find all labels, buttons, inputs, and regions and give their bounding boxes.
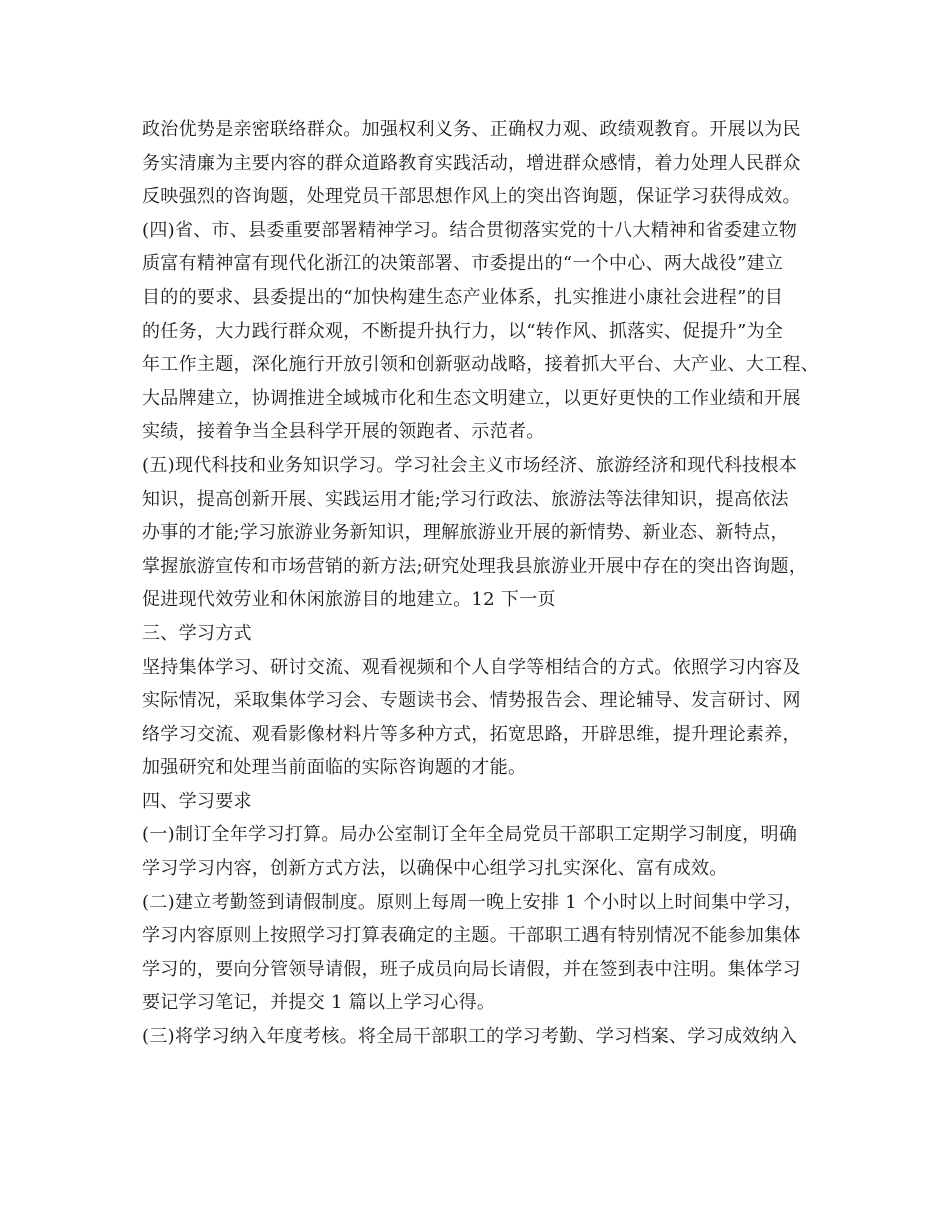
text-line: 坚持集体学习、研讨交流、观看视频和个人自学等相结合的方式。依照学习内容及 bbox=[142, 656, 801, 678]
text-line: 质富有精神富有现代化浙江的决策部署、市委提出的“一个中心、两大战役”建立 bbox=[142, 253, 784, 275]
text-line: 办事的才能;学习旅游业务新知识，理解旅游业开展的新情势、新业态、新特点， bbox=[142, 522, 789, 544]
text-line: 学习学习内容，创新方式方法，以确保中心组学习扎实深化、富有成效。 bbox=[142, 858, 728, 880]
text-line: 实际情况，采取集体学习会、专题读书会、情势报告会、理论辅导、发言研讨、网 bbox=[142, 690, 801, 712]
text-line: (五)现代科技和业务知识学习。学习社会主义市场经济、旅游经济和现代科技根本 bbox=[142, 454, 798, 476]
text-line: 要记学习笔记，并提交 1 篇以上学习心得。 bbox=[142, 992, 496, 1014]
section-heading: 三、学习方式 bbox=[142, 622, 252, 644]
text-line: (三)将学习纳入年度考核。将全局干部职工的学习考勤、学习档案、学习成效纳入 bbox=[142, 1026, 798, 1048]
text-line: 实绩，接着争当全县科学开展的领跑者、示范者。 bbox=[142, 421, 545, 443]
text-line: 务实清廉为主要内容的群众道路教育实践活动，增进群众感情，着力处理人民群众 bbox=[142, 152, 801, 174]
text-line: (四)省、市、县委重要部署精神学习。结合贯彻落实党的十八大精神和省委建立物 bbox=[142, 219, 798, 241]
text-line: 络学习交流、观看影像材料片等多种方式，拓宽思路，开辟思维，提升理论素养， bbox=[142, 723, 801, 745]
text-line: 学习的，要向分管领导请假，班子成员向局长请假，并在签到表中注明。集体学习 bbox=[142, 958, 801, 980]
text-line: 学习内容原则上按照学习打算表确定的主题。干部职工遇有特别情况不能参加集体 bbox=[142, 925, 801, 947]
text-line: 反映强烈的咨询题，处理党员干部思想作风上的突出咨询题，保证学习获得成效。 bbox=[142, 186, 801, 208]
text-line: 知识，提高创新开展、实践运用才能;学习行政法、旅游法等法律知识，提高依法 bbox=[142, 488, 789, 510]
text-line: 掌握旅游宣传和市场营销的新方法;研究处理我县旅游业开展中存在的突出咨询题， bbox=[142, 555, 808, 577]
text-line: (二)建立考勤签到请假制度。原则上每周一晚上安排 1 个小时以上时间集中学习， bbox=[142, 891, 803, 913]
text-line: 加强研究和处理当前面临的实际咨询题的才能。 bbox=[142, 757, 527, 779]
section-heading: 四、学习要求 bbox=[142, 790, 252, 812]
text-line: (一)制订全年学习打算。局办公室制订全年全局党员干部职工定期学习制度，明确 bbox=[142, 824, 798, 846]
text-line: 促进现代效劳业和休闲旅游目的地建立。12 下一页 bbox=[142, 589, 556, 611]
text-line: 大品牌建立，协调推进全域城市化和生态文明建立，以更好更快的工作业绩和开展 bbox=[142, 387, 801, 409]
text-line: 年工作主题，深化施行开放引领和创新驱动战略，接着抓大平台、大产业、大工程、 bbox=[142, 354, 820, 376]
document-body bbox=[142, 113, 832, 1054]
text-line: 政治优势是亲密联络群众。加强权利义务、正确权力观、政绩观教育。开展以为民 bbox=[142, 119, 801, 140]
text-line: 的任务，大力践行群众观，不断提升执行力，以“转作风、抓落实、促提升”为全 bbox=[142, 320, 784, 342]
text-line: 目的的要求、县委提出的“加快构建生态产业体系，扎实推进小康社会进程”的目 bbox=[142, 286, 784, 308]
